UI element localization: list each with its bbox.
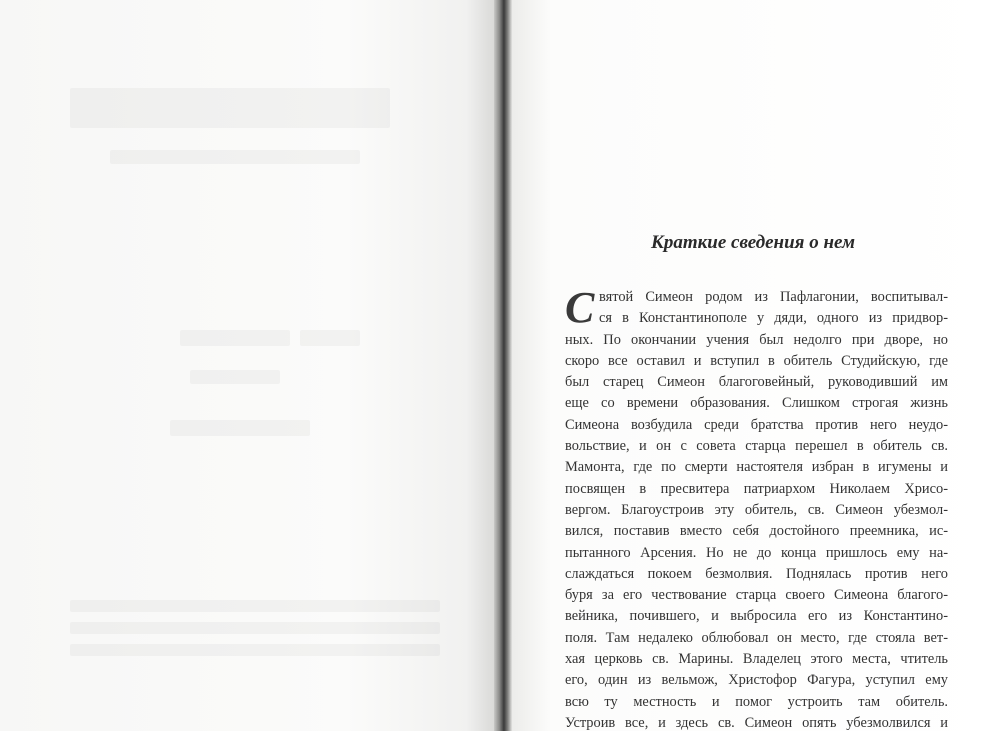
text-line: вятой Симеон родом из Пафлагонии, воспитывал-	[599, 289, 948, 305]
text-line: ся в Константинополе у дяди, одного из придвор-	[599, 310, 948, 327]
bleed-through-mark	[190, 370, 280, 384]
text-line: вергом. Благоустроив эту обитель, св. Симеон убезмол-	[565, 501, 948, 518]
text-line: ных. По окончании учения был недолго при дворе, но	[565, 331, 948, 348]
bleed-through-mark	[70, 600, 440, 612]
text-line: вился, поставив вместо себя достойного преемника, ис-	[565, 523, 948, 540]
text-line: скоро все оставил и вступил в обитель Студийскую, где	[565, 352, 948, 369]
text-line: вольствие, и он с совета старца перешел в обитель св.	[565, 438, 948, 455]
text-line: хая церковь св. Марины. Владелец этого места, чтитель	[565, 651, 948, 668]
text-line: посвящен в пресвитера патриархом Николаем Хрисо-	[565, 480, 948, 497]
text-line: пытанного Арсения. Но не до конца пришлось ему на-	[565, 544, 948, 561]
bleed-through-mark	[70, 644, 440, 656]
text-line: Симеона возбудила среди братства против него неудо-	[565, 416, 948, 433]
bleed-through-mark	[180, 330, 290, 346]
text-line: буря за его чествование старца своего Симеона благого-	[565, 587, 948, 604]
text-line: слаждаться покоем безмолвия. Поднялась против него	[565, 565, 948, 582]
section-heading: Краткие сведения о нем	[651, 232, 855, 253]
bleed-through-mark	[300, 330, 360, 346]
bleed-through-mark	[170, 420, 310, 436]
text-line: еще со времени образования. Слишком строгая жизнь	[565, 395, 948, 412]
text-line: его, один из вельмож, Христофор Фагура, уступил ему	[565, 672, 948, 689]
text-line: был старец Симеон благоговейный, руководивший им	[565, 374, 948, 391]
bleed-through-mark	[70, 622, 440, 634]
text-line: вейника, почившего, и выбросила его из Константино-	[565, 608, 948, 625]
bleed-through-mark	[70, 88, 390, 128]
bleed-through-mark	[110, 150, 360, 164]
book-gutter	[494, 0, 512, 731]
text-line: поля. Там недалеко облюбовал он место, где стояла вет-	[565, 629, 948, 646]
drop-cap: С	[565, 283, 595, 332]
body-text	[565, 283, 948, 734]
text-line: Мамонта, где по смерти настоятеля избран в игумены и	[565, 459, 948, 476]
text-line: всю ту местность и помог устроить там обитель.	[565, 693, 948, 710]
left-page	[0, 0, 496, 731]
text-line: Устроив все, и здесь св. Симеон опять убезмолвился и	[565, 714, 948, 731]
